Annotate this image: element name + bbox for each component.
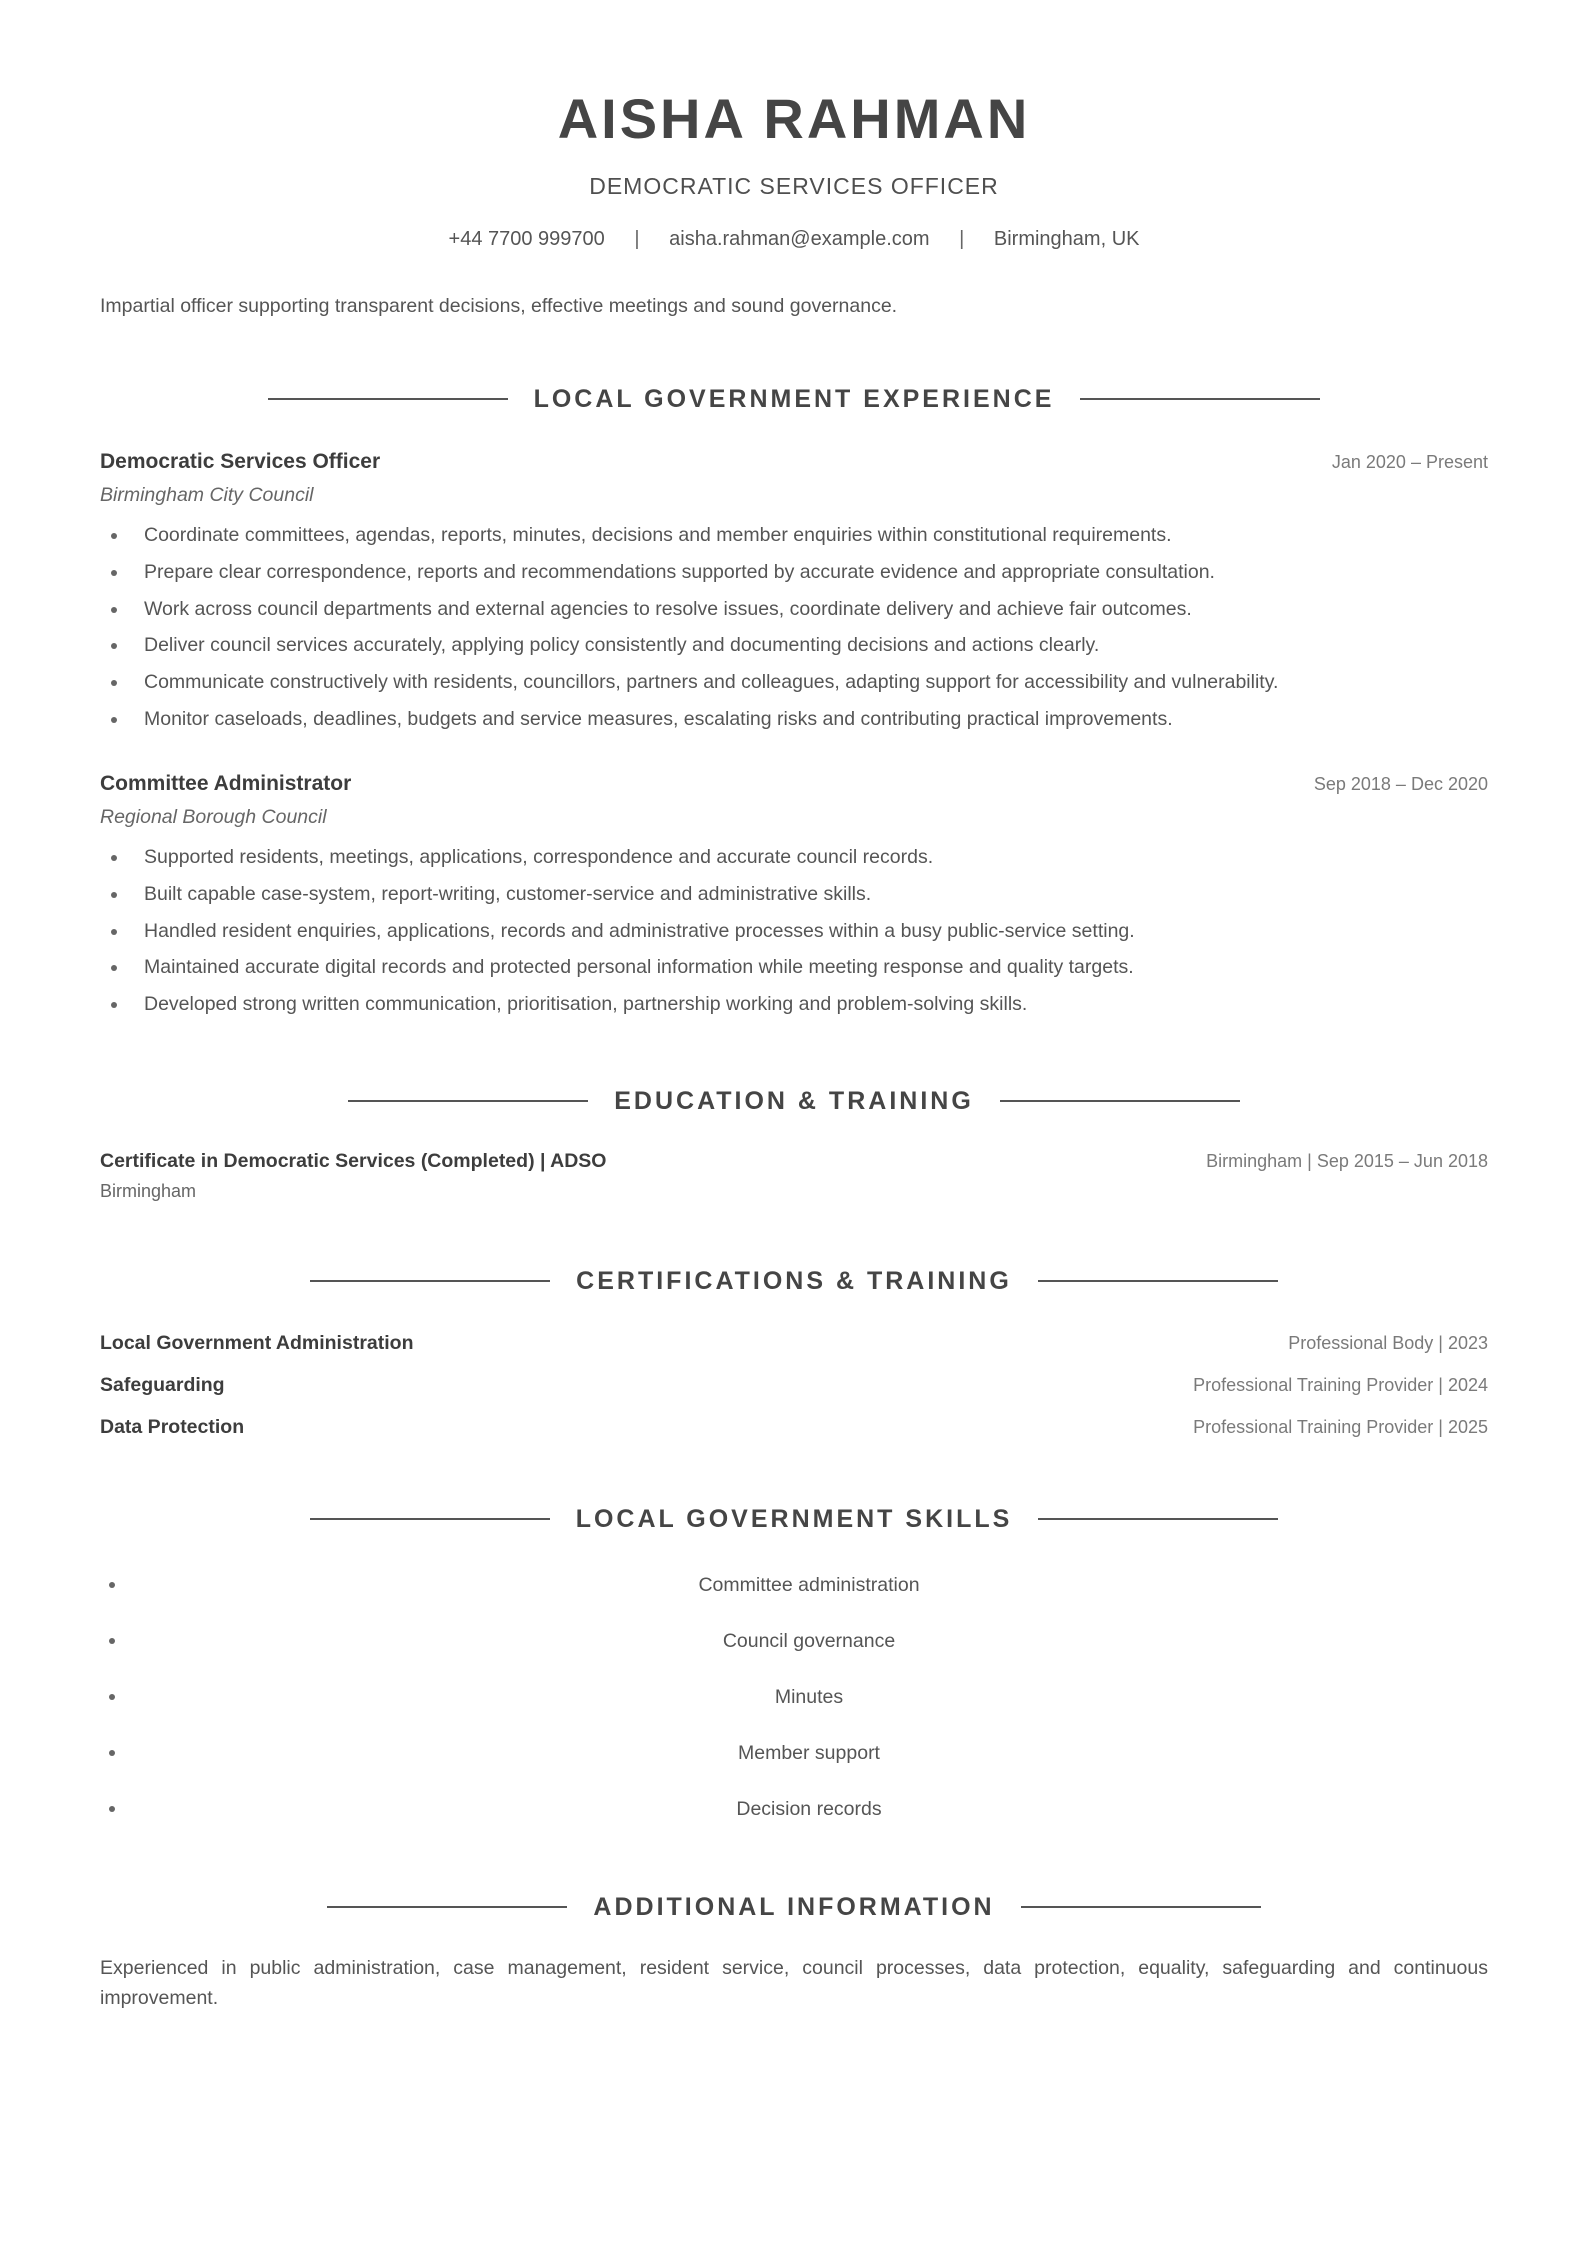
section-header-experience [100,382,1488,416]
additional-information-text: Experienced in public administration, case management, resident service, council processes, data protection, equality, safeguarding and continuous improvement. [100,1957,1488,2009]
bullet-item: Deliver council services accurately, applying policy consistently and documenting decisions and actions clearly. [100,627,1488,664]
job-entry [100,772,1488,1023]
certification-name: Safeguarding [100,1374,225,1396]
section-rule [1021,1906,1261,1908]
skill-item [100,1570,1488,1600]
bullet-dot [109,1582,115,1588]
bullet-item: Supported residents, meetings, applications, correspondence and accurate council records. [100,839,1488,876]
bullet-item: Maintained accurate digital records and protected personal information while meeting response and quality targets. [100,949,1488,986]
section-header-skills [100,1502,1488,1536]
section-title: CERTIFICATIONS & TRAINING [576,1266,1012,1295]
section-header-certifications [100,1264,1488,1298]
job-organisation: Birmingham City Council [100,484,314,506]
skill-name: Member support [738,1742,880,1764]
qualification-meta: Birmingham | Sep 2015 – Jun 2018 [1206,1151,1488,1171]
section-rule [348,1100,588,1102]
job-bullets [100,839,1488,1023]
section-header-education [100,1084,1488,1118]
section-title: LOCAL GOVERNMENT EXPERIENCE [533,384,1055,413]
profile-summary: Impartial officer supporting transparent decisions, effective meetings and sound governance. [100,295,898,317]
job-dates: Jan 2020 – Present [1331,452,1488,472]
bullet-item: Handled resident enquiries, applications, records and administrative processes within a busy public-service setting. [100,913,1488,950]
section-header-additional [100,1890,1488,1924]
bullet-dot [109,1694,115,1700]
skill-name: Council governance [722,1630,896,1652]
job-bullets [100,517,1488,738]
section-rule [310,1280,550,1282]
bullet-dot [109,1806,115,1812]
job-title: Committee Administrator [100,772,352,795]
section-rule [1000,1100,1240,1102]
certification-name: Data Protection [100,1416,245,1438]
section-rule [327,1906,567,1908]
job-title: Democratic Services Officer [100,450,381,473]
location: Birmingham, UK [993,228,1140,250]
candidate-name: AISHA RAHMAN [557,87,1031,150]
skill-item [100,1626,1488,1656]
skill-name: Committee administration [698,1574,920,1596]
qualification-location: Birmingham [100,1181,197,1201]
section-rule [268,398,508,400]
certification-item [100,1374,1488,1397]
certification-item [100,1416,1488,1439]
bullet-item: Coordinate committees, agendas, reports, minutes, decisions and member enquiries within constitutional requirements. [100,517,1488,554]
phone-number: +44 7700 999700 [448,228,605,250]
certification-item [100,1332,1488,1355]
skill-item [100,1682,1488,1712]
job-dates: Sep 2018 – Dec 2020 [1313,774,1488,794]
bullet-dot [109,1750,115,1756]
section-title: EDUCATION & TRAINING [614,1086,974,1115]
candidate-title: DEMOCRATIC SERVICES OFFICER [589,173,999,199]
education-entry [100,1150,1488,1202]
section-title: LOCAL GOVERNMENT SKILLS [575,1504,1013,1533]
skill-name: Decision records [736,1798,882,1820]
section-rule [1080,398,1320,400]
bullet-item: Built capable case-system, report-writing, customer-service and administrative skills. [100,876,1488,913]
email-address: aisha.rahman@example.com [669,228,930,250]
contact-separator: | [959,228,965,250]
bullet-item: Work across council departments and external agencies to resolve issues, coordinate delivery and achieve fair outcomes. [100,591,1488,628]
skill-item [100,1794,1488,1824]
section-title: ADDITIONAL INFORMATION [593,1892,995,1921]
skill-name: Minutes [774,1686,844,1708]
contact-line [100,228,1488,251]
contact-separator: | [634,228,640,250]
bullet-item: Prepare clear correspondence, reports and recommendations supported by accurate evidence and appropriate consultation. [100,554,1488,591]
certification-name: Local Government Administration [100,1332,414,1354]
bullet-dot [109,1638,115,1644]
bullet-item: Monitor caseloads, deadlines, budgets and service measures, escalating risks and contributing practical improvements. [100,701,1488,738]
qualification-title: Certificate in Democratic Services (Completed) | ADSO [100,1150,607,1172]
certification-meta: Professional Body | 2023 [1288,1333,1488,1353]
bullet-item: Communicate constructively with residents, councillors, partners and colleagues, adapting support for accessibility and vulnerability. [100,664,1488,701]
job-organisation: Regional Borough Council [100,806,327,828]
job-entry [100,450,1488,738]
skill-item [100,1738,1488,1768]
section-rule [1038,1280,1278,1282]
certification-meta: Professional Training Provider | 2024 [1193,1375,1488,1395]
bullet-item: Developed strong written communication, prioritisation, partnership working and problem-solving skills. [100,986,1488,1023]
section-rule [310,1518,550,1520]
certification-meta: Professional Training Provider | 2025 [1193,1417,1488,1437]
section-rule [1038,1518,1278,1520]
